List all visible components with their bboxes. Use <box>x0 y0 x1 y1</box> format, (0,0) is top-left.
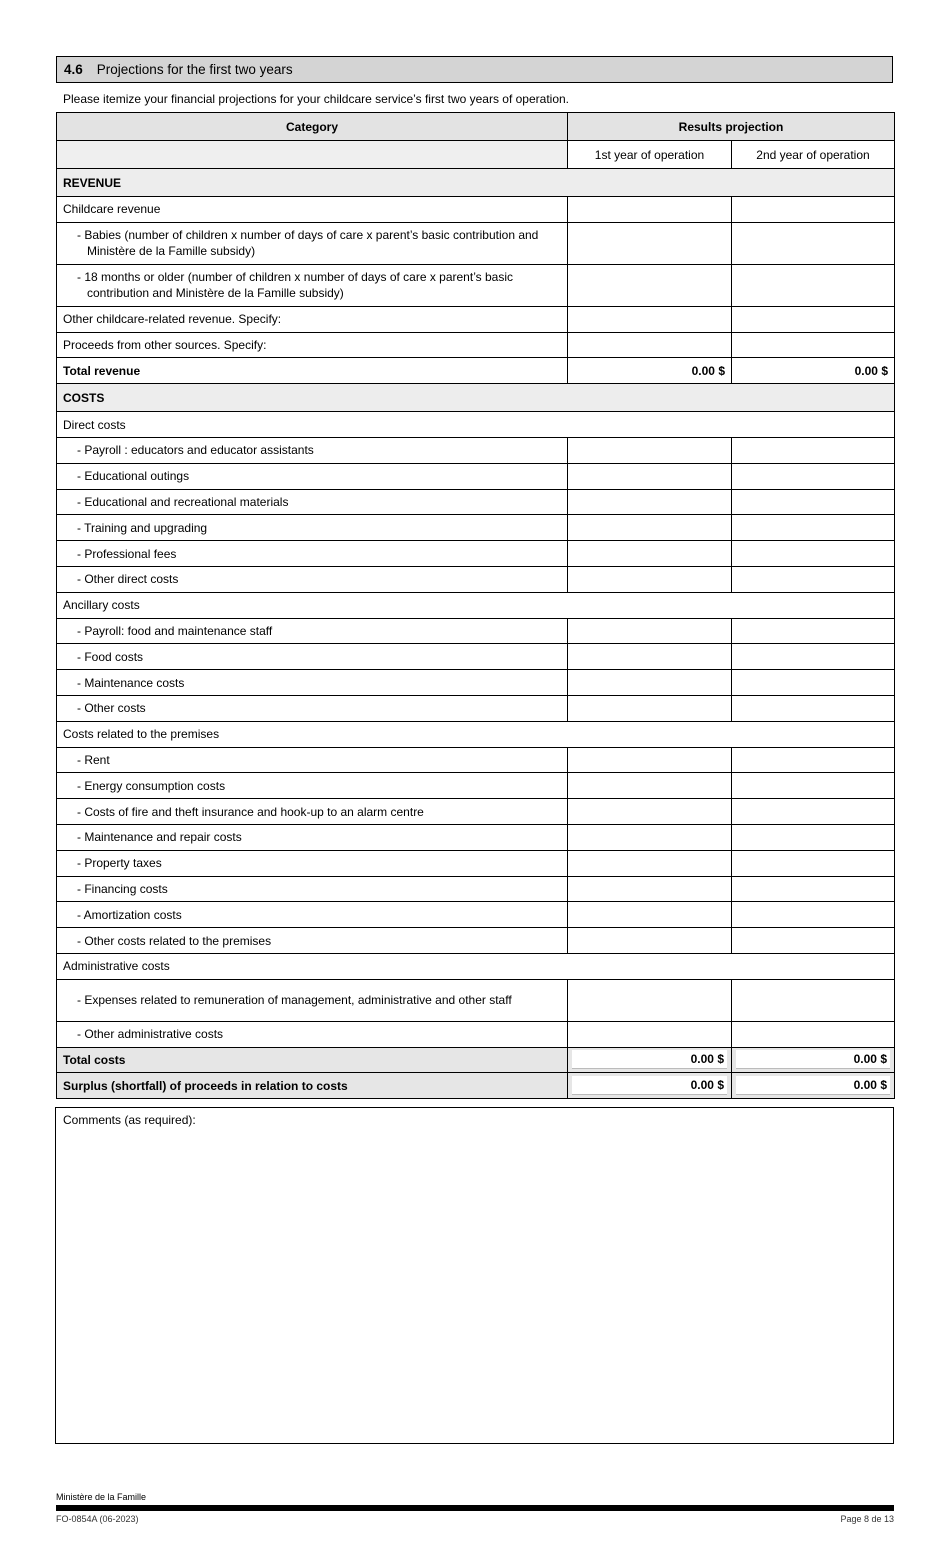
cost-y1-field[interactable] <box>568 799 732 825</box>
cost-y1-field[interactable] <box>568 437 732 463</box>
revenue-section-label: REVENUE <box>57 169 895 197</box>
comments-field[interactable] <box>55 1107 894 1444</box>
cost-item-label: - Maintenance and repair costs <box>57 824 568 850</box>
cost-y2-field[interactable] <box>732 437 895 463</box>
total-costs-y2: 0.00 $ <box>736 1050 890 1069</box>
projections-table <box>56 112 895 1099</box>
cost-item-label: - Other direct costs <box>57 566 568 592</box>
col-category-header: Category <box>57 113 568 141</box>
cost-y2-field[interactable] <box>732 515 895 541</box>
cost-y1-field[interactable] <box>568 773 732 799</box>
cost-y1-field[interactable] <box>568 566 732 592</box>
cost-y1-field[interactable] <box>568 979 732 1021</box>
proceeds-other-y1-field[interactable] <box>568 332 732 358</box>
cost-y2-field[interactable] <box>732 799 895 825</box>
other-childcare-revenue-y2-field[interactable] <box>732 306 895 332</box>
section-title: Projections for the first two years <box>96 62 293 77</box>
footer-page-number: Page 8 de 13 <box>840 1514 894 1524</box>
cost-y2-field[interactable] <box>732 824 895 850</box>
cost-y1-field[interactable] <box>568 747 732 773</box>
childcare-revenue-label: Childcare revenue <box>57 197 568 223</box>
cost-item-label: - Energy consumption costs <box>57 773 568 799</box>
cost-item-label: - Payroll: food and maintenance staff <box>57 618 568 644</box>
older-label: - 18 months or older (number of children x number of days of care x parent’s basic contribution and Ministère de la Famille subsidy) <box>57 264 568 306</box>
total-revenue-label: Total revenue <box>57 358 568 384</box>
cost-y1-field[interactable] <box>568 824 732 850</box>
premises-costs-label: Costs related to the premises <box>57 721 895 747</box>
cost-y1-field[interactable] <box>568 515 732 541</box>
cost-item-label: - Training and upgrading <box>57 515 568 541</box>
footer-form-code: FO-0854A (06-2023) <box>56 1514 139 1524</box>
cost-y1-field[interactable] <box>568 902 732 928</box>
total-revenue-y1: 0.00 $ <box>568 358 732 384</box>
total-costs-y1-cell <box>568 1047 732 1073</box>
surplus-label: Surplus (shortfall) of proceeds in relation to costs <box>57 1073 568 1099</box>
cost-item-label: - Other costs related to the premises <box>57 928 568 954</box>
surplus-y1-cell <box>568 1073 732 1099</box>
admin-costs-label: Administrative costs <box>57 953 895 979</box>
surplus-y1: 0.00 $ <box>572 1076 727 1095</box>
cost-y2-field[interactable] <box>732 644 895 670</box>
childcare-revenue-y1-field[interactable] <box>568 197 732 223</box>
footer-org: Ministère de la Famille <box>56 1492 147 1502</box>
cost-item-label: - Other administrative costs <box>57 1021 568 1047</box>
cost-y2-field[interactable] <box>732 1021 895 1047</box>
total-costs-y1: 0.00 $ <box>572 1050 727 1069</box>
cost-y1-field[interactable] <box>568 695 732 721</box>
cost-y2-field[interactable] <box>732 979 895 1021</box>
costs-section-label: COSTS <box>57 384 895 412</box>
childcare-revenue-y2-field[interactable] <box>732 197 895 223</box>
cost-y2-field[interactable] <box>732 747 895 773</box>
cost-y1-field[interactable] <box>568 644 732 670</box>
cost-y1-field[interactable] <box>568 850 732 876</box>
cost-y2-field[interactable] <box>732 541 895 567</box>
other-childcare-revenue-y1-field[interactable] <box>568 306 732 332</box>
cost-y1-field[interactable] <box>568 618 732 644</box>
proceeds-other-label: Proceeds from other sources. Specify: <box>57 332 568 358</box>
surplus-y2-cell <box>732 1073 895 1099</box>
older-y1-field[interactable] <box>568 264 732 306</box>
ancillary-costs-label: Ancillary costs <box>57 592 895 618</box>
cost-item-label: - Other costs <box>57 695 568 721</box>
cost-item-label: - Payroll : educators and educator assistants <box>57 437 568 463</box>
cost-item-label: - Educational outings <box>57 463 568 489</box>
cost-y1-field[interactable] <box>568 1021 732 1047</box>
cost-y2-field[interactable] <box>732 670 895 696</box>
intro-text: Please itemize your financial projections for your childcare service’s first two years of operation. <box>63 92 570 106</box>
cost-y2-field[interactable] <box>732 902 895 928</box>
total-costs-label: Total costs <box>57 1047 568 1073</box>
cost-y1-field[interactable] <box>568 489 732 515</box>
babies-label: - Babies (number of children x number of days of care x parent’s basic contribution and Ministère de la Famille subsidy) <box>57 222 568 264</box>
year1-header: 1st year of operation <box>568 141 732 169</box>
cost-item-label: - Financing costs <box>57 876 568 902</box>
cost-y1-field[interactable] <box>568 670 732 696</box>
total-revenue-y2: 0.00 $ <box>732 358 895 384</box>
proceeds-other-y2-field[interactable] <box>732 332 895 358</box>
older-y2-field[interactable] <box>732 264 895 306</box>
cost-y2-field[interactable] <box>732 695 895 721</box>
footer-divider <box>56 1505 894 1511</box>
col-results-header: Results projection <box>568 113 895 141</box>
cost-y2-field[interactable] <box>732 489 895 515</box>
cost-y2-field[interactable] <box>732 463 895 489</box>
cost-y1-field[interactable] <box>568 928 732 954</box>
blank-cell <box>57 141 568 169</box>
cost-y1-field[interactable] <box>568 463 732 489</box>
babies-y2-field[interactable] <box>732 222 895 264</box>
cost-y2-field[interactable] <box>732 566 895 592</box>
year2-header: 2nd year of operation <box>732 141 895 169</box>
direct-costs-label: Direct costs <box>57 412 895 438</box>
cost-item-label: - Maintenance costs <box>57 670 568 696</box>
cost-y1-field[interactable] <box>568 541 732 567</box>
babies-y1-field[interactable] <box>568 222 732 264</box>
cost-item-label: - Rent <box>57 747 568 773</box>
cost-item-label: - Professional fees <box>57 541 568 567</box>
cost-item-label: - Amortization costs <box>57 902 568 928</box>
cost-y2-field[interactable] <box>732 928 895 954</box>
cost-item-label: - Expenses related to remuneration of management, administrative and other staff <box>57 979 568 1021</box>
section-header <box>56 56 893 83</box>
cost-y2-field[interactable] <box>732 850 895 876</box>
cost-y2-field[interactable] <box>732 876 895 902</box>
cost-y1-field[interactable] <box>568 876 732 902</box>
cost-item-label: - Educational and recreational materials <box>57 489 568 515</box>
cost-y2-field[interactable] <box>732 618 895 644</box>
cost-y2-field[interactable] <box>732 773 895 799</box>
other-childcare-revenue-label: Other childcare-related revenue. Specify: <box>57 306 568 332</box>
section-number: 4.6 <box>64 62 83 77</box>
cost-item-label: - Costs of fire and theft insurance and hook-up to an alarm centre <box>57 799 568 825</box>
cost-item-label: - Food costs <box>57 644 568 670</box>
cost-item-label: - Property taxes <box>57 850 568 876</box>
surplus-y2: 0.00 $ <box>736 1076 890 1095</box>
total-costs-y2-cell <box>732 1047 895 1073</box>
comments-label: Comments (as required): <box>63 1113 196 1127</box>
